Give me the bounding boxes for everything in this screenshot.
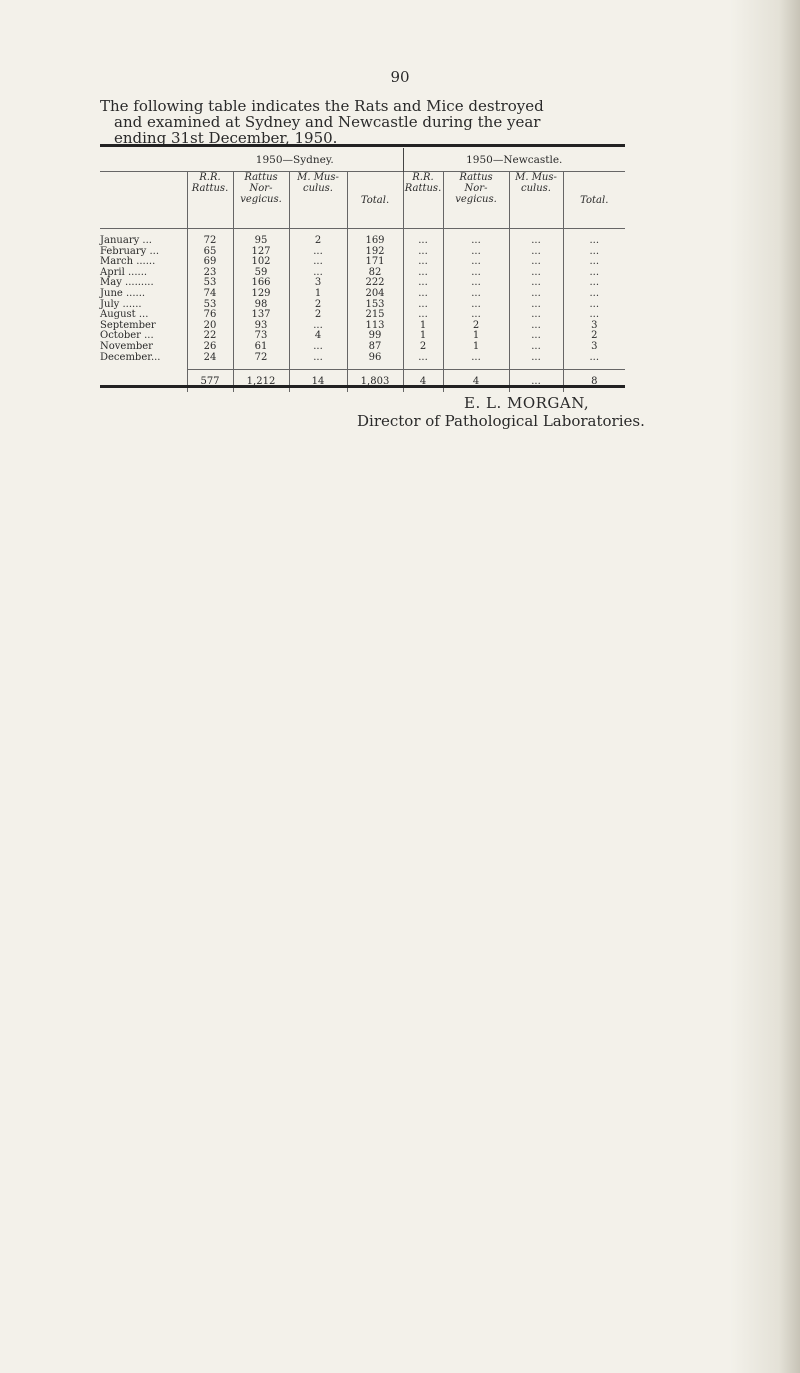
page-edge-shadow bbox=[730, 0, 800, 1373]
value-cell: ... bbox=[403, 353, 443, 370]
value-cell: ... bbox=[443, 278, 509, 289]
value-cell: 3 bbox=[289, 278, 347, 289]
value-cell: ... bbox=[509, 268, 563, 279]
table-row bbox=[100, 300, 625, 311]
value-cell: 1 bbox=[403, 321, 443, 332]
value-cell: 74 bbox=[187, 289, 233, 300]
value-cell: ... bbox=[509, 310, 563, 321]
month-cell: November bbox=[100, 340, 153, 352]
value-cell: ... bbox=[443, 353, 509, 370]
value-cell: 1 bbox=[443, 342, 509, 353]
value-cell: 1 bbox=[403, 331, 443, 342]
value-cell: 73 bbox=[233, 331, 289, 342]
value-cell: 72 bbox=[233, 353, 289, 370]
intro-paragraph bbox=[100, 98, 625, 146]
value-cell: 95 bbox=[233, 229, 289, 247]
table-row bbox=[100, 247, 625, 258]
rats-mice-table bbox=[100, 148, 625, 392]
value-cell: 99 bbox=[347, 331, 403, 342]
value-cell: ... bbox=[509, 278, 563, 289]
value-cell: ... bbox=[443, 229, 509, 247]
value-cell: 1 bbox=[443, 331, 509, 342]
totals-row bbox=[100, 370, 625, 393]
total-cell: 4 bbox=[443, 370, 509, 393]
value-cell: ... bbox=[403, 278, 443, 289]
value-cell: 98 bbox=[233, 300, 289, 311]
col-header-sydney-m-musculus: M. Mus- culus. bbox=[289, 172, 347, 229]
total-cell: 8 bbox=[563, 370, 625, 393]
total-cell: 577 bbox=[187, 370, 233, 393]
value-cell: 4 bbox=[289, 331, 347, 342]
value-cell: 65 bbox=[187, 247, 233, 258]
value-cell: 166 bbox=[233, 278, 289, 289]
value-cell: 76 bbox=[187, 310, 233, 321]
value-cell: 127 bbox=[233, 247, 289, 258]
value-cell: ... bbox=[443, 257, 509, 268]
value-cell: 82 bbox=[347, 268, 403, 279]
value-cell: ... bbox=[403, 268, 443, 279]
value-cell: ... bbox=[509, 321, 563, 332]
value-cell: 53 bbox=[187, 278, 233, 289]
month-cell: January ... bbox=[100, 235, 152, 246]
value-cell: 2 bbox=[443, 321, 509, 332]
column-header-row bbox=[100, 172, 625, 229]
value-cell: ... bbox=[403, 289, 443, 300]
value-cell: 102 bbox=[233, 257, 289, 268]
month-cell: October ... bbox=[100, 330, 154, 342]
month-cell: May ......... bbox=[100, 277, 154, 289]
signature-title: Director of Pathological Laboratories. bbox=[357, 412, 645, 430]
value-cell: ... bbox=[403, 300, 443, 311]
intro-line-3: ending 31st December, 1950. bbox=[114, 129, 338, 147]
value-cell: 23 bbox=[187, 268, 233, 279]
table-row bbox=[100, 353, 625, 370]
table-bottom-rule bbox=[100, 385, 625, 388]
value-cell: 69 bbox=[187, 257, 233, 268]
value-cell: ... bbox=[563, 310, 625, 321]
value-cell: 22 bbox=[187, 331, 233, 342]
col-header-newcastle-m-musculus: M. Mus- culus. bbox=[509, 172, 563, 229]
value-cell: 129 bbox=[233, 289, 289, 300]
table-row bbox=[100, 257, 625, 268]
value-cell: 153 bbox=[347, 300, 403, 311]
value-cell: ... bbox=[509, 331, 563, 342]
total-cell: ... bbox=[509, 370, 563, 393]
value-cell: 61 bbox=[233, 342, 289, 353]
value-cell: ... bbox=[289, 257, 347, 268]
value-cell: 96 bbox=[347, 353, 403, 370]
month-cell: March ...... bbox=[100, 256, 156, 268]
table-row bbox=[100, 289, 625, 300]
value-cell: 87 bbox=[347, 342, 403, 353]
table-row bbox=[100, 321, 625, 332]
value-cell: ... bbox=[403, 257, 443, 268]
value-cell: ... bbox=[509, 289, 563, 300]
value-cell: 2 bbox=[289, 310, 347, 321]
table-row bbox=[100, 268, 625, 279]
value-cell: 2 bbox=[289, 229, 347, 247]
value-cell: ... bbox=[563, 353, 625, 370]
value-cell: ... bbox=[289, 321, 347, 332]
col-header-sydney-rr-rattus: R.R. Rattus. bbox=[187, 172, 233, 229]
signature-name: E. L. MORGAN, bbox=[464, 394, 590, 412]
value-cell: 2 bbox=[289, 300, 347, 311]
value-cell: 171 bbox=[347, 257, 403, 268]
value-cell: ... bbox=[289, 342, 347, 353]
group-header-row bbox=[100, 148, 625, 172]
value-cell: ... bbox=[443, 310, 509, 321]
table-row bbox=[100, 278, 625, 289]
table-top-rule bbox=[100, 144, 625, 147]
value-cell: ... bbox=[289, 353, 347, 370]
value-cell: 3 bbox=[563, 342, 625, 353]
value-cell: 93 bbox=[233, 321, 289, 332]
table-row bbox=[100, 342, 625, 353]
value-cell: 215 bbox=[347, 310, 403, 321]
value-cell: 26 bbox=[187, 342, 233, 353]
month-cell: February ... bbox=[100, 245, 160, 257]
total-cell: 4 bbox=[403, 370, 443, 393]
value-cell: 24 bbox=[187, 353, 233, 370]
total-cell: 1,803 bbox=[347, 370, 403, 393]
col-header-sydney-total: Total. bbox=[347, 172, 403, 229]
value-cell: 2 bbox=[403, 342, 443, 353]
value-cell: 72 bbox=[187, 229, 233, 247]
totals-label bbox=[100, 370, 187, 393]
month-cell: July ...... bbox=[100, 298, 142, 310]
month-column-header bbox=[100, 172, 187, 229]
value-cell: ... bbox=[443, 247, 509, 258]
value-cell: ... bbox=[563, 229, 625, 247]
value-cell: ... bbox=[403, 229, 443, 247]
value-cell: ... bbox=[403, 247, 443, 258]
page-number: 90 bbox=[390, 68, 410, 86]
value-cell: 1 bbox=[289, 289, 347, 300]
group-header-sydney: 1950—Sydney. bbox=[187, 148, 403, 172]
value-cell: 192 bbox=[347, 247, 403, 258]
table-row bbox=[100, 310, 625, 321]
intro-line-2: and examined at Sydney and Newcastle during the year bbox=[114, 113, 541, 131]
value-cell: 113 bbox=[347, 321, 403, 332]
value-cell: ... bbox=[563, 268, 625, 279]
value-cell: 222 bbox=[347, 278, 403, 289]
value-cell: ... bbox=[509, 257, 563, 268]
value-cell: 169 bbox=[347, 229, 403, 247]
value-cell: ... bbox=[289, 268, 347, 279]
value-cell: ... bbox=[509, 300, 563, 311]
value-cell: 53 bbox=[187, 300, 233, 311]
group-header-spacer bbox=[100, 148, 187, 172]
value-cell: 137 bbox=[233, 310, 289, 321]
table-row bbox=[100, 229, 625, 247]
value-cell: ... bbox=[509, 342, 563, 353]
value-cell: ... bbox=[563, 289, 625, 300]
value-cell: ... bbox=[443, 289, 509, 300]
value-cell: ... bbox=[509, 353, 563, 370]
month-cell: August ... bbox=[100, 309, 149, 321]
total-cell: 14 bbox=[289, 370, 347, 393]
group-header-newcastle: 1950—Newcastle. bbox=[466, 153, 563, 166]
value-cell: ... bbox=[563, 278, 625, 289]
month-cell: April ...... bbox=[100, 266, 148, 278]
value-cell: 3 bbox=[563, 321, 625, 332]
value-cell: 20 bbox=[187, 321, 233, 332]
col-header-newcastle-total: Total. bbox=[563, 172, 625, 229]
month-cell: September bbox=[100, 319, 156, 331]
value-cell: ... bbox=[563, 247, 625, 258]
value-cell: ... bbox=[443, 268, 509, 279]
value-cell: ... bbox=[509, 247, 563, 258]
value-cell: 204 bbox=[347, 289, 403, 300]
value-cell: ... bbox=[563, 257, 625, 268]
total-cell: 1,212 bbox=[233, 370, 289, 393]
intro-line-1: The following table indicates the Rats and Mice destroyed bbox=[100, 97, 544, 115]
value-cell: ... bbox=[443, 300, 509, 311]
value-cell: ... bbox=[509, 229, 563, 247]
month-cell: December... bbox=[100, 351, 161, 363]
value-cell: 59 bbox=[233, 268, 289, 279]
value-cell: ... bbox=[563, 300, 625, 311]
col-header-sydney-rattus-norvegicus: Rattus Nor- vegicus. bbox=[233, 172, 289, 229]
col-header-newcastle-rr-rattus: R.R. Rattus. bbox=[403, 172, 443, 229]
value-cell: ... bbox=[403, 310, 443, 321]
month-cell: June ...... bbox=[100, 287, 146, 299]
col-header-newcastle-rattus-norvegicus: Rattus Nor- vegicus. bbox=[443, 172, 509, 229]
value-cell: 2 bbox=[563, 331, 625, 342]
value-cell: ... bbox=[289, 247, 347, 258]
table-row bbox=[100, 331, 625, 342]
